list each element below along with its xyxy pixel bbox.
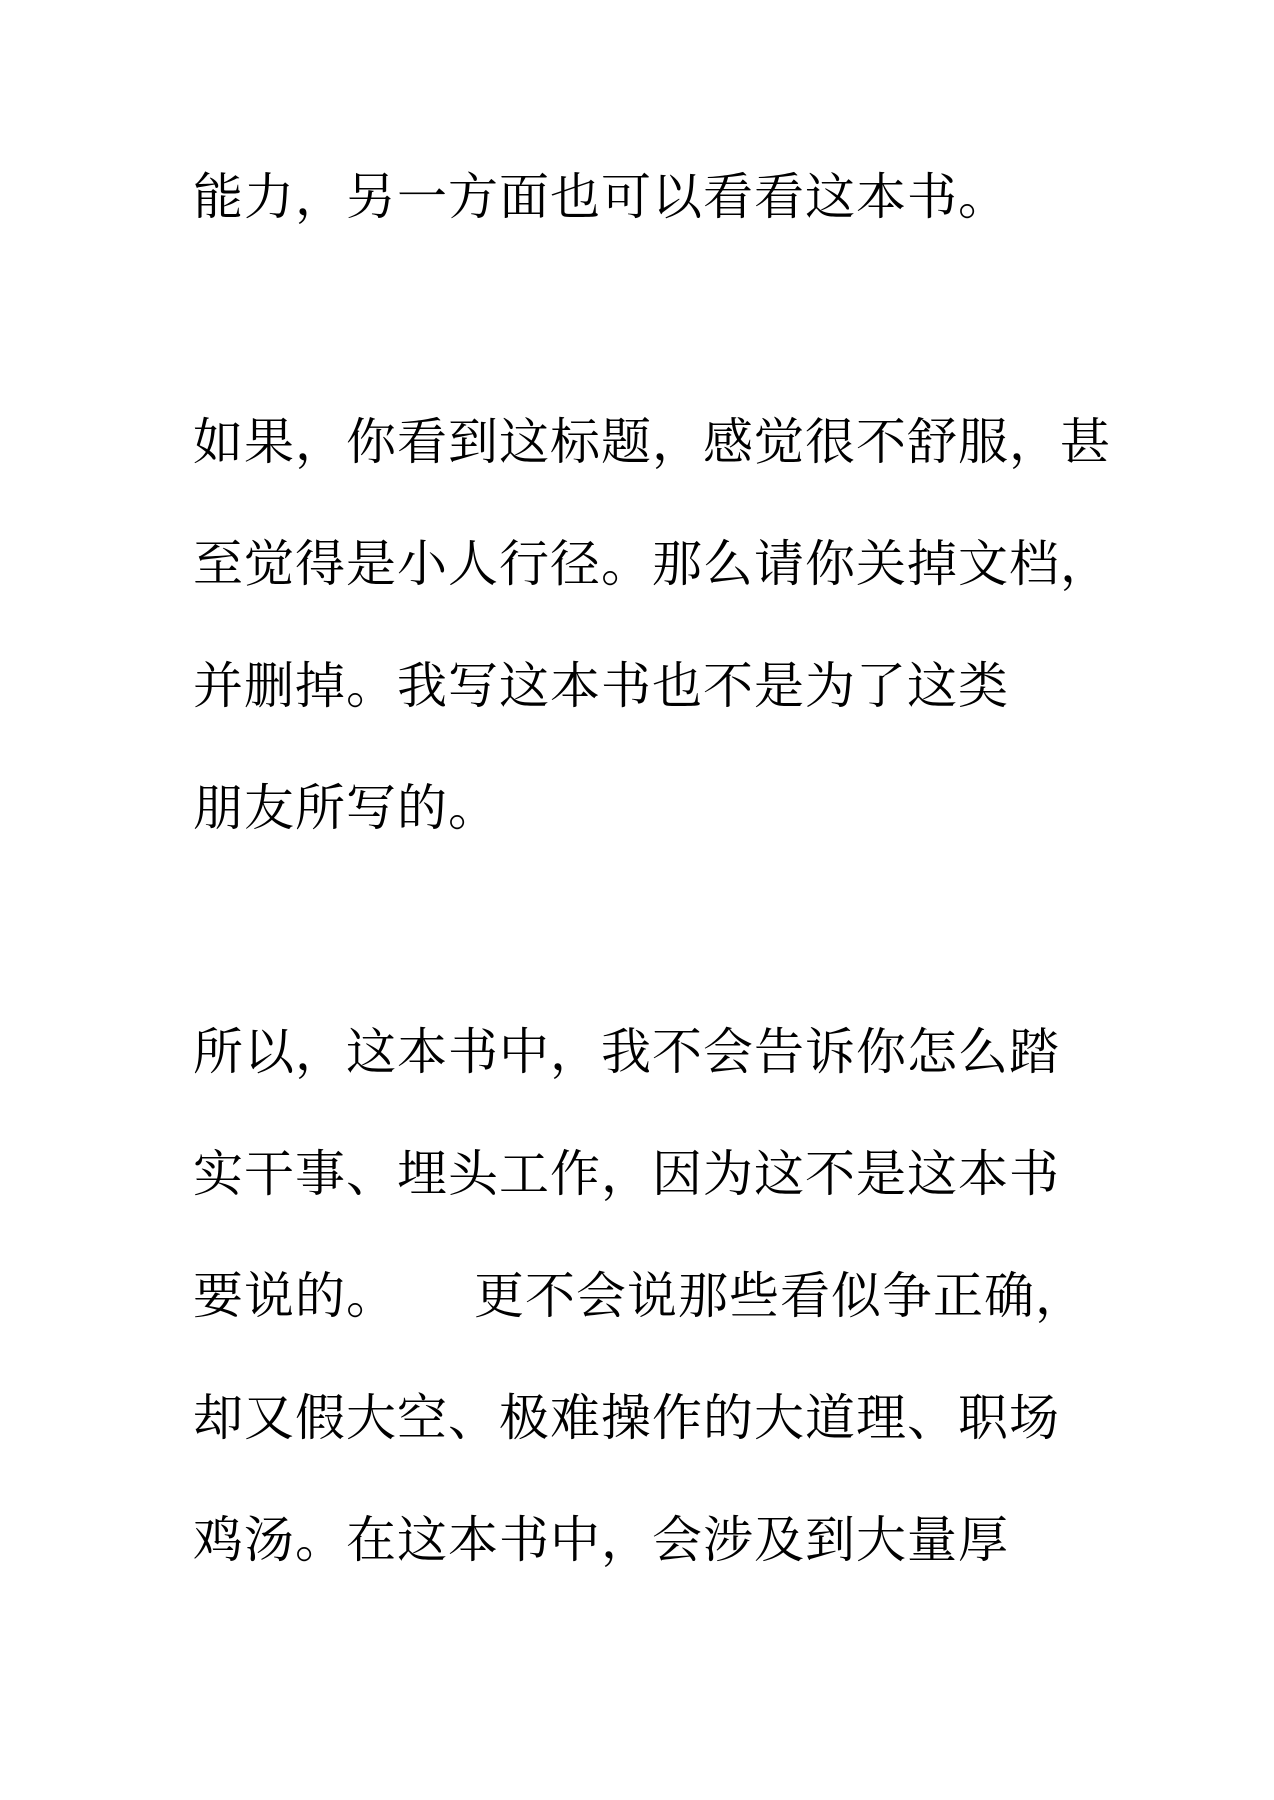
paragraph-line: 如果，你看到这标题，感觉很不舒服，甚 [193, 413, 1111, 471]
paragraph-line: 却又假大空、极难操作的大道理、职场 [193, 1389, 1060, 1447]
paragraph-line: 至觉得是小人行径。那么请你关掉文档， [193, 535, 1111, 593]
paragraph-line: 朋友所写的。 [193, 779, 499, 837]
paragraph-line: 所以，这本书中，我不会告诉你怎么踏 [193, 1023, 1060, 1081]
paragraph-line: 要说的。 更不会说那些看似争正确， [193, 1267, 1086, 1325]
paragraph-line: 鸡汤。在这本书中，会涉及到大量厚 [193, 1511, 1009, 1569]
paragraph-line: 并删掉。我写这本书也不是为了这类 [193, 657, 1009, 715]
paragraph-line: 能力，另一方面也可以看看这本书。 [193, 168, 1009, 226]
paragraph-line: 实干事、埋头工作，因为这不是这本书 [193, 1145, 1060, 1203]
